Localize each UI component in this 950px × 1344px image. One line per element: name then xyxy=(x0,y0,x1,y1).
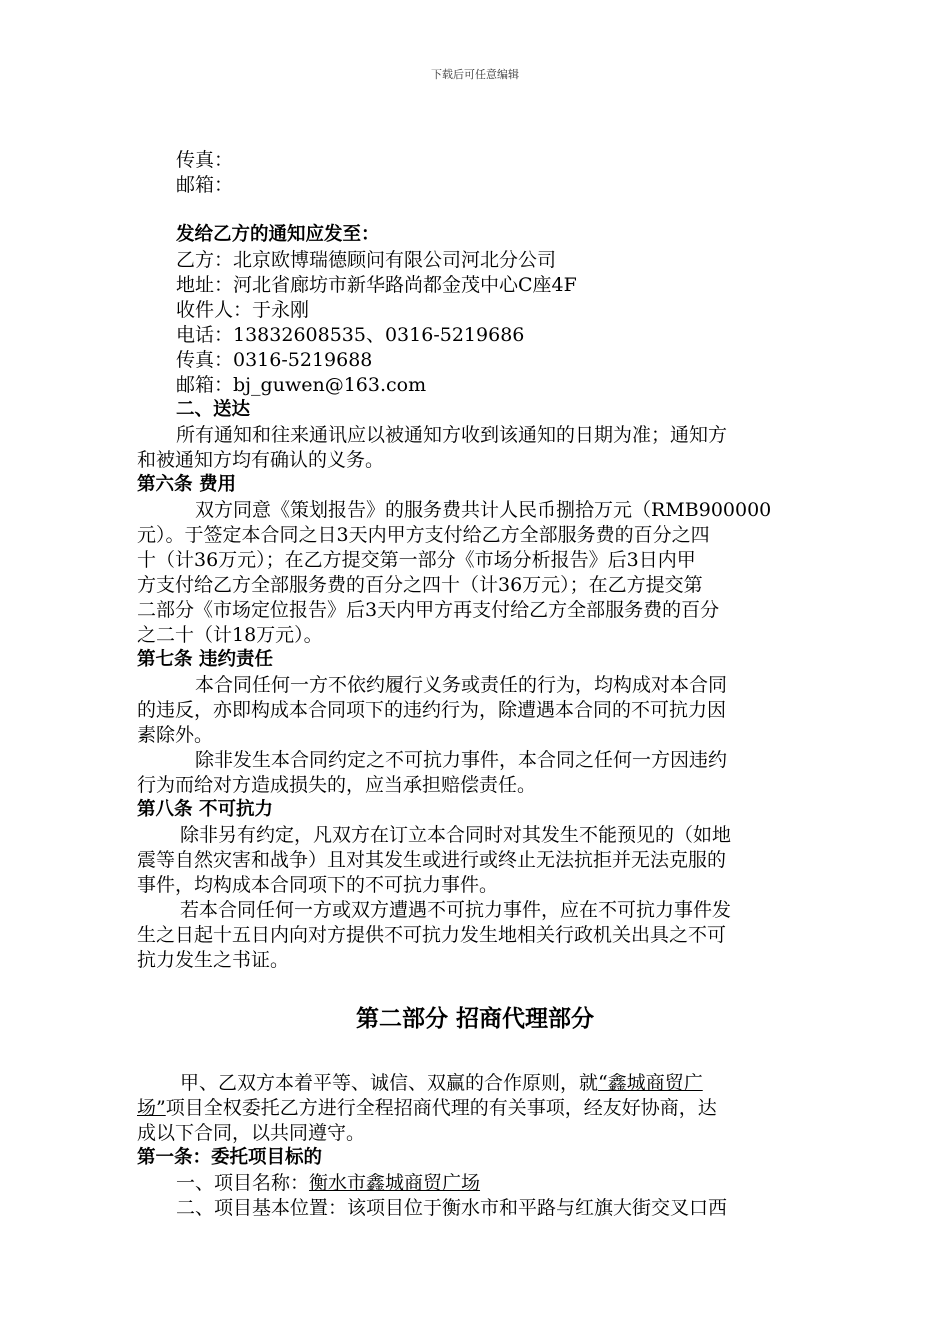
article7-heading: 第七条 违约责任 xyxy=(137,649,273,670)
delivery-line: 所有通知和往来通讯应以被通知方收到该通知的日期为准；通知方 xyxy=(176,424,728,446)
notice-b-address: 地址：河北省廊坊市新华路尚都金茂中心C座4F xyxy=(176,274,577,296)
notice-b-phone: 电话：13832608535、0316-5219686 xyxy=(176,324,525,346)
article8-line: 若本合同任何一方或双方遭遇不可抗力事件，应在不可抗力事件发 xyxy=(180,899,732,921)
article8-heading: 第八条 不可抗力 xyxy=(137,799,273,820)
article7-line: 行为而给对方造成损失的，应当承担赔偿责任。 xyxy=(137,774,537,796)
article6-line: 十（计36万元）；在乙方提交第一部分《市场分析报告》后3日内甲 xyxy=(137,549,696,571)
delivery-heading: 二、送达 xyxy=(176,399,251,420)
article7-line: 除非发生本合同约定之不可抗力事件，本合同之任何一方因违约 xyxy=(195,749,728,771)
article6-line: 之二十（计18万元）。 xyxy=(137,624,323,646)
page-header-note: 下载后可任意编辑 xyxy=(431,68,519,81)
notice-b-email: 邮箱：bj_guwen@163.com xyxy=(176,374,427,396)
notice-b-recipient: 收件人：于永刚 xyxy=(176,299,310,321)
part2-title: 第二部分 招商代理部分 xyxy=(355,1006,594,1032)
article8-line: 事件，均构成本合同项下的不可抗力事件。 xyxy=(137,874,499,896)
part2-intro-text: 项目全权委托乙方进行全程招商代理的有关事项，经友好协商，达 xyxy=(165,1097,717,1119)
article7-line: 素除外。 xyxy=(137,724,214,746)
notice-b-heading: 发给乙方的通知应发至： xyxy=(176,224,380,245)
article8-line: 震等自然灾害和战争）且对其发生或进行或终止无法抗拒并无法克服的 xyxy=(137,849,727,871)
part2-intro-line: 成以下合同，以共同遵守。 xyxy=(137,1122,366,1144)
project-location-item: 二、项目基本位置：该项目位于衡水市和平路与红旗大街交叉口西 xyxy=(176,1197,728,1219)
project-name-value: 衡水市鑫城商贸广场 xyxy=(309,1172,481,1194)
article6-line: 元）。于签定本合同之日3天内甲方支付给乙方全部服务费的百分之四 xyxy=(137,524,710,546)
article8-line: 除非另有约定，凡双方在订立本合同时对其发生不能预见的（如地 xyxy=(180,824,732,846)
notice-b-fax: 传真：0316-5219688 xyxy=(176,349,373,371)
article8-line: 抗力发生之书证。 xyxy=(137,949,290,971)
part2-intro-text: 甲、乙双方本着平等、诚信、双赢的合作原则，就 xyxy=(180,1072,599,1094)
article6-heading: 第六条 费用 xyxy=(137,474,236,495)
notice-b-party: 乙方：北京欧博瑞德顾问有限公司河北分公司 xyxy=(176,249,557,271)
project-name-underlined: 场” xyxy=(137,1097,166,1119)
project-name-label: 一、项目名称： xyxy=(176,1172,310,1194)
party-a-fax: 传真： xyxy=(176,149,234,171)
article6-line: 双方同意《策划报告》的服务费共计人民币捌拾万元（RMB900000 xyxy=(195,499,772,521)
part2-intro-line xyxy=(137,1095,837,1121)
project-name-item xyxy=(176,1170,876,1196)
part2-article1-heading: 第一条：委托项目标的 xyxy=(137,1147,323,1168)
article7-line: 本合同任何一方不依约履行义务或责任的行为，均构成对本合同 xyxy=(195,674,728,696)
article7-line: 的违反，亦即构成本合同项下的违约行为，除遭遇本合同的不可抗力因 xyxy=(137,699,727,721)
delivery-line: 和被通知方均有确认的义务。 xyxy=(137,449,385,471)
part2-intro-line xyxy=(180,1070,880,1096)
article6-line: 二部分《市场定位报告》后3天内甲方再支付给乙方全部服务费的百分 xyxy=(137,599,720,621)
project-name-underlined: “鑫城商贸广 xyxy=(598,1072,703,1094)
party-a-email: 邮箱： xyxy=(176,174,234,196)
article6-line: 方支付给乙方全部服务费的百分之四十（计36万元）；在乙方提交第 xyxy=(137,574,703,596)
article8-line: 生之日起十五日内向对方提供不可抗力发生地相关行政机关出具之不可 xyxy=(137,924,727,946)
